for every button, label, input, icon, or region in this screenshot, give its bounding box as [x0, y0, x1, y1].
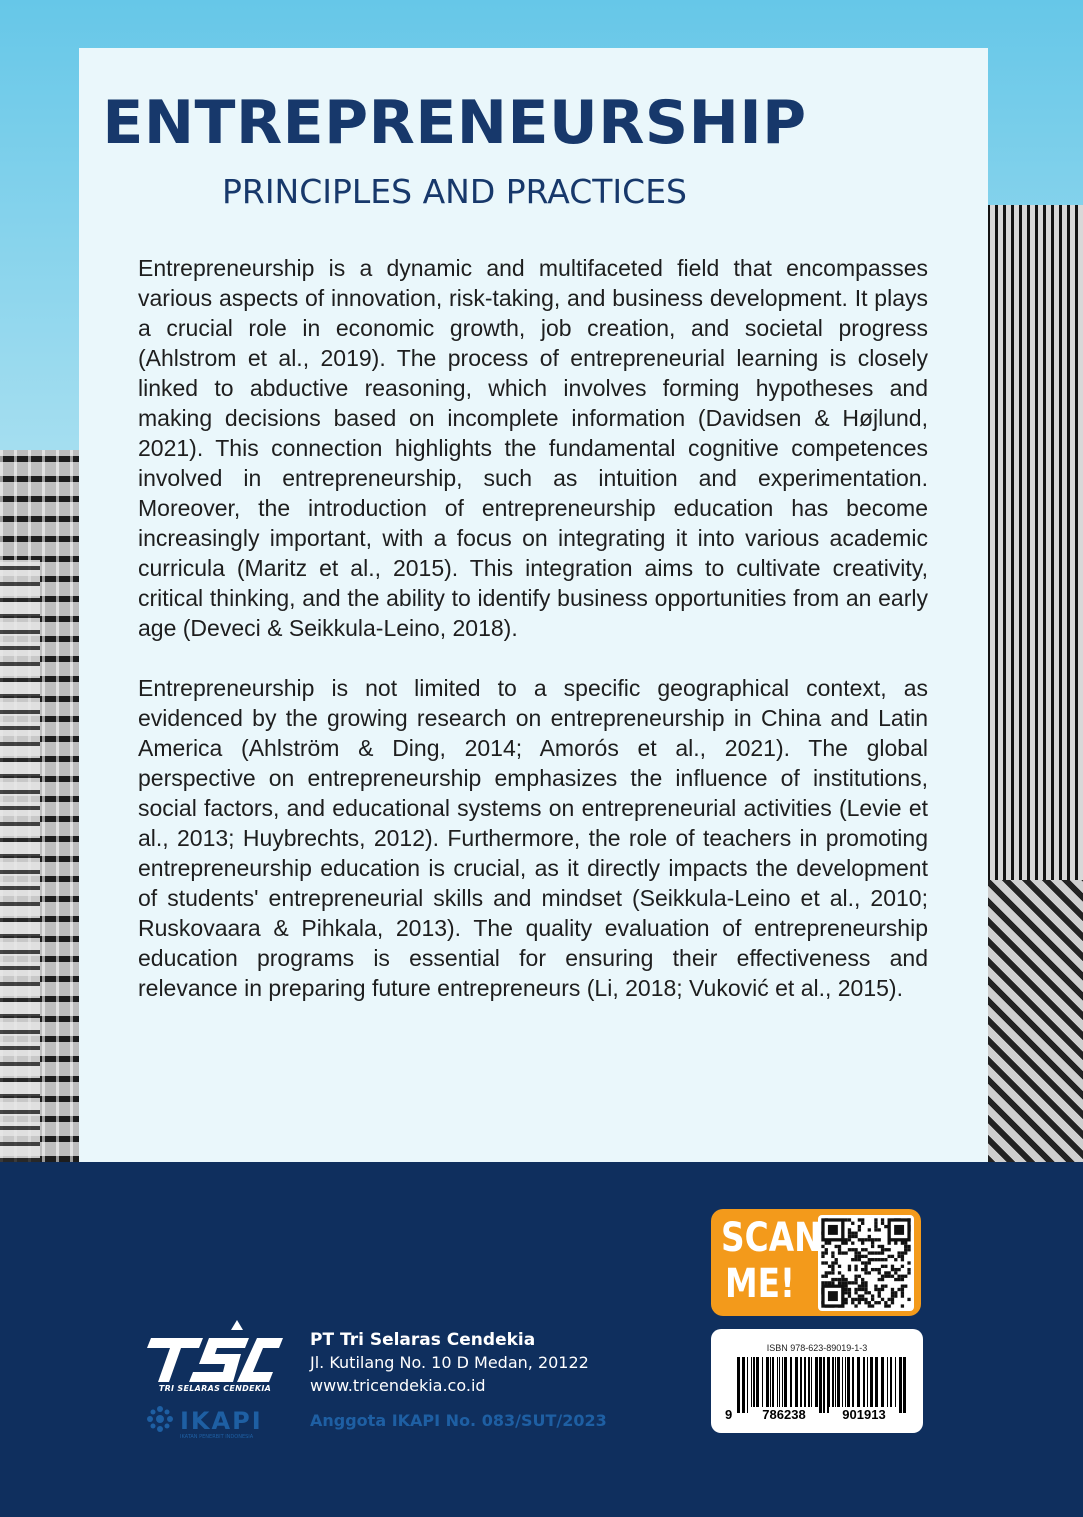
ikapi-membership: Anggota IKAPI No. 083/SUT/2023 [310, 1411, 607, 1430]
svg-text:IKAPI: IKAPI [180, 1407, 263, 1435]
barcode-icon [737, 1357, 907, 1413]
right-building-facade [987, 880, 1083, 1162]
book-subtitle: PRINCIPLES AND PRACTICES [221, 172, 687, 211]
scan-me-text: SCAN ME! [721, 1215, 822, 1307]
publisher-name: PT Tri Selaras Cendekia [310, 1330, 536, 1350]
barcode-lead-digit: 9 [725, 1407, 733, 1422]
qr-code-icon[interactable] [818, 1215, 914, 1311]
isbn-barcode [711, 1329, 923, 1433]
book-title: ENTREPRENEURSHIP [102, 88, 807, 158]
isbn-label: ISBN 978-623-89019-1-3 [766, 1343, 868, 1353]
left-building-shadow [0, 560, 40, 1162]
blurb-paragraph-2: Entrepreneurship is not limited to a specific geographical context, as evidenced by the growing research on entrepreneurship in China and Latin America (Ahlström & Ding, 2014; Amorós et al., 2021). The global perspective on entrepreneurship emphasizes the influence of institutions, social factors, and educational systems on entrepreneurial activities (Levie et al., 2013; Huybrechts, 2012). Furthermore, the role of teachers in promoting entrepreneurship education is crucial, as it directly impacts the development of students' entrepreneurial skills and mindset (Seikkula-Leino et al., 2010; Ruskovaara & Pihkala, 2013). The quality evaluation of entrepreneurship education programs is essential for ensuring their effectiveness and relevance in preparing future entrepreneurs (Li, 2018; Vuković et al., 2015). [138, 675, 928, 1001]
svg-text:IKATAN PENERBIT INDONESIA: IKATAN PENERBIT INDONESIA [180, 1434, 254, 1440]
ikapi-logo-icon [146, 1405, 286, 1441]
barcode-right-digits: 901913 [829, 1407, 899, 1422]
barcode-left-digits: 786238 [749, 1407, 819, 1422]
blurb-paragraph-1: Entrepreneurship is a dynamic and multifaceted field that encompasses various aspects of innovation, risk-taking, and business development. It plays a crucial role in economic growth, job creation, and societal progress (Ahlstrom et al., 2019). The process of entrepreneurial learning is closely linked to abductive reasoning, which involves forming hypotheses and making decisions based on incomplete information (Davidsen & Højlund, 2021). This connection highlights the fundamental cognitive competences involved in entrepreneurship, such as intuition and experimentation. Moreover, the introduction of entrepreneurship education has become increasingly important, with a focus on integrating it into various academic curricula (Maritz et al., 2015). This integration aims to cultivate creativity, critical thinking, and the ability to identify business opportunities from an early age (Deveci & Seikkula-Leino, 2018). [138, 255, 928, 641]
tsc-logo-caption: TRI SELARAS CENDEKIA [158, 1384, 272, 1393]
publisher-address: Jl. Kutilang No. 10 D Medan, 20122 [310, 1353, 589, 1372]
publisher-website: www.tricendekia.co.id [310, 1376, 486, 1395]
scan-me-badge [711, 1209, 921, 1316]
blurb [138, 253, 928, 1003]
